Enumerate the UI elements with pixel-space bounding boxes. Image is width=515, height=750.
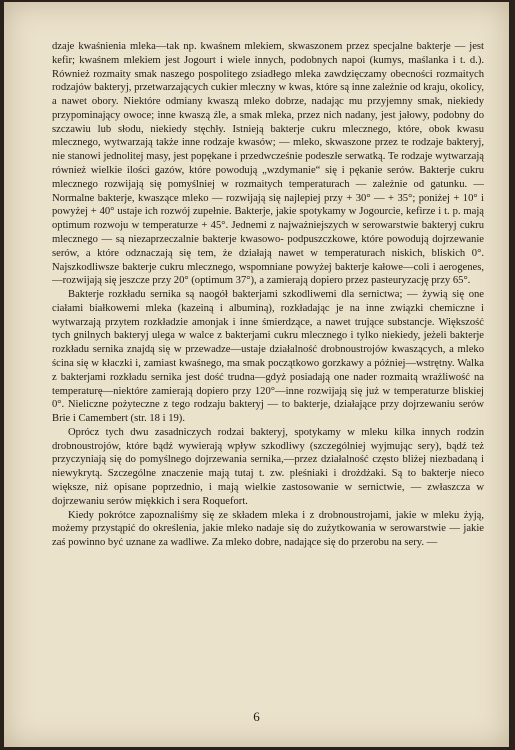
paragraph: dzaje kwaśnienia mleka—tak np. kwaśnem mlekiem, skwaszonem przez specjalne bakterje — jest kefir; kwaśnem mlekiem jest Jogourt i wiele innych, podobnych napoi (kumys, maślanka i t. d.). Również rozmaity smak naszego pospolitego zsiadłego mleka zawdzięczamy obecności rozmaitych rodzajów bakteryj, przetwarzających cukier mleczny w kwas, które są inne zależnie od kraju, okolicy, a nawet obory. Niektóre odmiany kwaszą mleko dobrze, nadając mu przyjemny smak, niekiedy przypominający owoce; inne kwaszą źle, a smak mleka, przez nich nadany, jest jałowy, podobny do szczawiu lub słodu, niekiedy stęchły. Istnieją bakterje cukru mlecznego, które, obok kwasu mlecznego, wytwarzają także inne rodzaje kwasów; — mleko, skwaszone przez te rodzaje bakteryj, nie stanowi jednolitej masy, jest popękane i przedwcześnie podeszłe serwatką. Te rodzaje wytwarzają również wielkie ilości gazów, które powodują „wzdymanie“ się i pękanie serów. Bakterje cukru mlecznego rozwijają się pomyślniej w rozmaitych temperaturach — zależnie od gatunku. — Normalne bakterje, kwaszące mleko — rozwijają się najlepiej przy + 30° — + 35°; poniżej + 10° i powyżej + 40° ustaje ich rozwój zupełnie. Bakterje, jakie spotykamy w Jogourcie, kefirze i t. p. mają optimum rozwoju w temperaturze + 45°. Jednemi z najważniejszych w serowarstwie bakteryj cukru mlecznego — są niezaprzeczalnie bakterje kwasowo- podpuszczkowe, które powodują dojrzewanie serów, a które odznaczają się tem, że działają nawet w temperaturach niskich, bliskich 0°. Najszkodliwsze bakterje cukru mlecznego, wspomniane powyżej bakterje kałowe—coli i aerogenes,—rozwijają się jeszcze przy 20° (optimum 37°), a zamierają dopiero przez pasteuryzację przy 65°. (52, 41, 484, 287)
paragraph: Oprócz tych dwu zasadniczych rodzai bakteryj, spotykamy w mleku kilka innych rodzin drobnoustrojów, które bądź wywierają wpływ szkodliwy (szczególniej wyjmując sery), bądź też przyczyniają się do pomyślnego dojrzewania sernika,—przez działalność często bliżej niezbadaną i niewykrytą. Szczególne znaczenie mają tutaj t. zw. pleśniaki i drożdżaki. Są to bakterje nieco większe, niż opisane poprzednio, i mają wielkie zastosowanie w sernictwie, — zwłaszcza w dojrzewaniu serów miękkich i sera Roquefort. (52, 426, 484, 507)
body-text (52, 40, 484, 550)
paragraph: Kiedy pokrótce zapoznaliśmy się ze składem mleka i z drobnoustrojami, jakie w mleku żyją, możemy przystąpić do określenia, jakie mleko nadaje się do zużytkowania w serowarstwie — jakie zaś powinno być uznane za wadliwe. Za mleko dobre, nadające się do przerobu na sery. — (52, 509, 484, 549)
page-number: 6 (253, 709, 260, 724)
book-page (4, 2, 509, 747)
paragraph: Bakterje rozkładu sernika są naogół bakterjami szkodliwemi dla sernictwa; — żywią się one ciałami białkowemi mleka (kazeiną i albuminą), rozkładając je na inne związki chemiczne i wytwarzają przytem rozkładzie amonjak i inne śmierdzące, a nawet trujące substancje. Większość tych gnilnych bakteryj ulega w walce z bakterjami cukru mlecznego i tylko niekiedy, jeżeli bakterje rozkładu sernika znajdą się w przewadze—ustaje działalność drobnoustrojów kwaszących, a mleko ścina się w kłaczki i, zamiast kwaśnego, ma smak początkowo gorzkawy a później—wstrętny. Walka z bakterjami rozkładu sernika jest dość trudna—gdyż posiadają one nader rozmaitą wrażliwość na temperaturę—niektóre zamierają dopiero przy 120°—inne rozwijają się już w temperaturze bliskiej 0°. Nieliczne pożyteczne z tego rodzaju bakteryj — to bakterje, działające przy dojrzewaniu serów Brie i Camembert (str. 18 i 19). (52, 289, 484, 425)
